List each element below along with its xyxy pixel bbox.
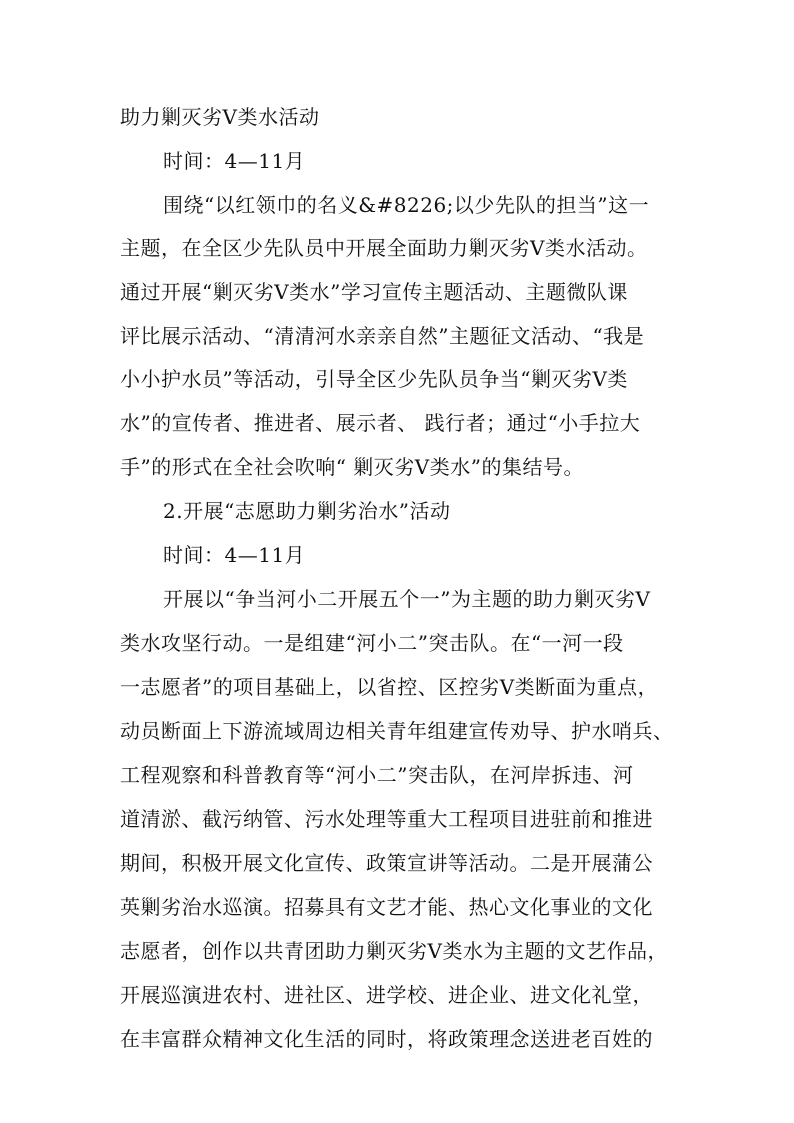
paragraph-line-12: 开展以“争当河小二开展五个一”为主题的助力剿灭劣Ⅴ bbox=[163, 587, 651, 611]
paragraph-line-17: 道清淤、截污纳管、污水处理等重大工程项目进驻前和推进 bbox=[120, 807, 653, 831]
paragraph-line-19: 英剿劣治水巡演。招募具有文艺才能、热心文化事业的文化 bbox=[120, 895, 653, 919]
paragraph-line-14: 一志愿者”的项目基础上，以省控、区控劣Ⅴ类断面为重点， bbox=[120, 675, 659, 699]
paragraph-line-20: 志愿者，创作以共青团助力剿灭劣Ⅴ类水为主题的文艺作品， bbox=[120, 939, 668, 963]
paragraph-line-22: 在丰富群众精神文化生活的同时，将政策理念送进老百姓的 bbox=[120, 1027, 653, 1051]
paragraph-line-7: 小小护水员”等活动，引导全区少先队员争当“剿灭劣Ⅴ类 bbox=[120, 367, 628, 391]
paragraph-line-8: 水”的宣传者、推进者、展示者、 践行者；通过“小手拉大 bbox=[120, 411, 641, 435]
paragraph-line-2: 时间：4—11月 bbox=[163, 149, 306, 173]
paragraph-line-18: 期间，积极开展文化宣传、政策宣讲等活动。二是开展蒲公 bbox=[120, 851, 653, 875]
paragraph-line-13: 类水攻坚行动。一是组建“河小二”突击队。在“一河一段 bbox=[120, 631, 624, 655]
paragraph-line-5: 通过开展“剿灭劣Ⅴ类水”学习宣传主题活动、主题微队课 bbox=[120, 280, 628, 304]
paragraph-line-9: 手”的形式在全社会吹响“ 剿灭劣Ⅴ类水”的集结号。 bbox=[120, 455, 584, 479]
paragraph-line-11: 时间：4—11月 bbox=[163, 543, 306, 567]
paragraph-line-4: 主题，在全区少先队员中开展全面助力剿灭劣Ⅴ类水活动。 bbox=[120, 236, 648, 260]
paragraph-line-21: 开展巡演进农村、进社区、进学校、进企业、进文化礼堂， bbox=[120, 983, 653, 1007]
paragraph-line-15: 动员断面上下游流域周边相关青年组建宣传劝导、护水哨兵、 bbox=[120, 719, 674, 743]
paragraph-line-1: 助力剿灭劣Ⅴ类水活动 bbox=[120, 105, 320, 129]
paragraph-line-16: 工程观察和科普教育等“河小二”突击队，在河岸拆违、河 bbox=[120, 763, 634, 787]
paragraph-line-6: 评比展示活动、“清清河水亲亲自然”主题征文活动、“我是 bbox=[120, 324, 645, 348]
paragraph-line-3: 围绕“以红领巾的名义&#8226;以少先队的担当”这一 bbox=[163, 193, 650, 217]
heading-line: 2.开展“志愿助力剿劣治水”活动 bbox=[163, 499, 451, 523]
